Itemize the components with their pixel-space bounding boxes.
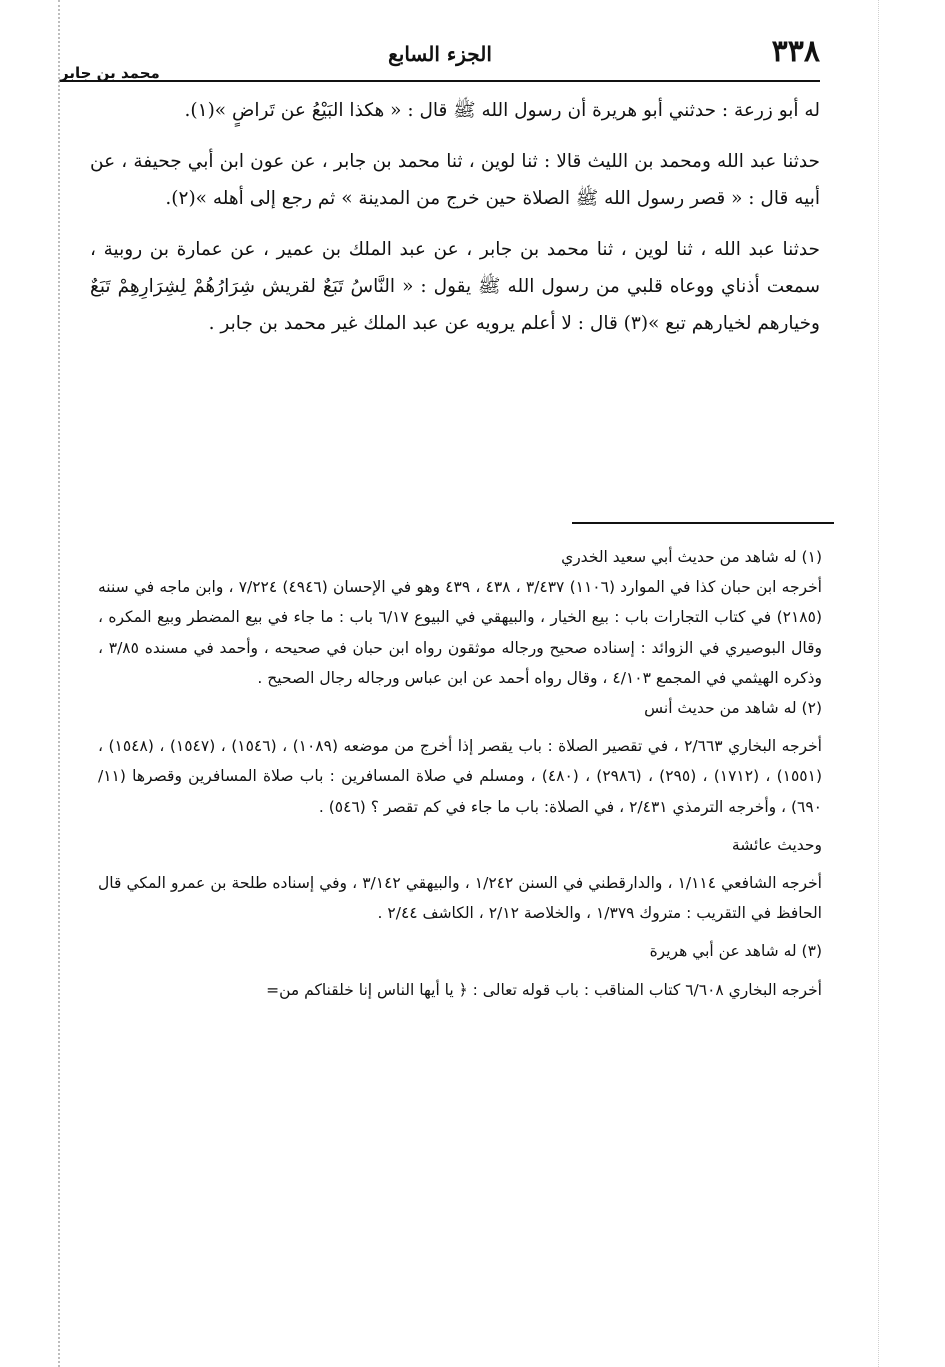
footnote-subheading: وحديث عائشة (731, 835, 822, 854)
footnote-heading: (٢) له شاهد من حديث أنس (644, 699, 822, 718)
hadith-paragraph: له أبو زرعة : حدثني أبو هريرة أن رسول الله ﷺ قال : « هكذا البَيْعُ عن تَراضٍ »(١). (184, 100, 820, 121)
author-name: محمد بن جابر (60, 64, 160, 82)
footnote-text: أخرجه البخاري ٦/٦٠٨ كتاب المناقب : باب قوله تعالى : ﴿ يا أيها الناس إنا خلقناكم من= (266, 980, 822, 999)
hadith-paragraph: حدثنا عبد الله ومحمد بن الليث قالا : ثنا لوين ، ثنا محمد بن جابر ، عن عون ابن أبي جحيفة ، عن أبيه قال : « قصر رسول الله ﷺ الصلاة حين خرج من المدينة » ثم رجع إلى أهله »(٢). (90, 151, 820, 209)
footnote-heading: (١) له شاهد من حديث أبي سعيد الخدري (561, 548, 822, 566)
footnotes (98, 542, 822, 1005)
footnote-separator (572, 522, 834, 524)
page-number: ٣٣٨ (771, 34, 820, 69)
page-edge-right (878, 0, 879, 1367)
page-header (60, 34, 820, 82)
footnote-text: أخرجه البخاري ٢/٦٦٣ ، في تقصير الصلاة : باب يقصر إذا أخرج من موضعه (١٠٨٩) ، (١٥٤٦) ، (١٥٤٧) ، (١٥٤٨) ، (١٥٥١) ، (١٧١٢) ، (٢٩٥) ، (٢٩٨٦) ، (٤٨٠) ، ومسلم في صلاة المسافرين : باب صلاة المسافرين وقصرها (١١/ ٦٩٠) ، وأخرجه الترمذي ٢/٤٣١ ، في الصلاة: باب ما جاء في كم تقصر ؟ (٥٤٦) . (98, 737, 823, 816)
footnote-heading: (٣) له شاهد عن أبي هريرة (649, 942, 822, 961)
main-text (90, 92, 820, 342)
volume-title: الجزء السابع (388, 42, 492, 66)
hadith-paragraph: حدثنا عبد الله ، ثنا لوين ، ثنا محمد بن جابر ، عن عبد الملك بن عمير ، عن عمارة بن روبية ، سمعت أذناي ووعاه قلبي من رسول الله ﷺ يقول : « النَّاسُ تَبَعٌ لقريش شِرَارُهُمْ لِشِرَارِهِمْ تَبَعٌ وخيارهم لخيارهم تبع »(٣) قال : لا أعلم يرويه عن عبد الملك غير محمد بن جابر . (90, 239, 820, 334)
footnote-text: أخرجه الشافعي ١/١١٤ ، والدارقطني في السنن ١/٢٤٢ ، والبيهقي ٣/١٤٢ ، وفي إسناده طلحة بن عمرو المكي قال الحافظ في التقريب : متروك ١/٣٧٩ ، والخلاصة ٢/١٢ ، الكاشف ٢/٤٤ . (98, 874, 822, 923)
header-rule (60, 80, 820, 82)
page-edge-left (58, 0, 60, 1367)
footnote-text: أخرجه ابن حبان كذا في الموارد (١١٠٦) ٣/٤٣٧ ، ٤٣٨ ، ٤٣٩ وهو في الإحسان (٤٩٤٦) ٧/٢٢٤ ، وابن ماجه في سننه (٢١٨٥) في كتاب التجارات باب : بيع الخيار ، والبيهقي في البيوع ٦/١٧ باب : ما جاء في بيع المضطر وبيع المكره ، وقال البوصيري في الزوائد : إسناده صحيح ورجاله موثقون رواه ابن حبان في صحيحه ، وأحمد في مسنده ٣/٨٥ ، وذكره الهيثمي في المجمع ٤/١٠٣ ، وقال رواه أحمد عن ابن عباس ورجاله رجال الصحيح . (98, 578, 823, 687)
